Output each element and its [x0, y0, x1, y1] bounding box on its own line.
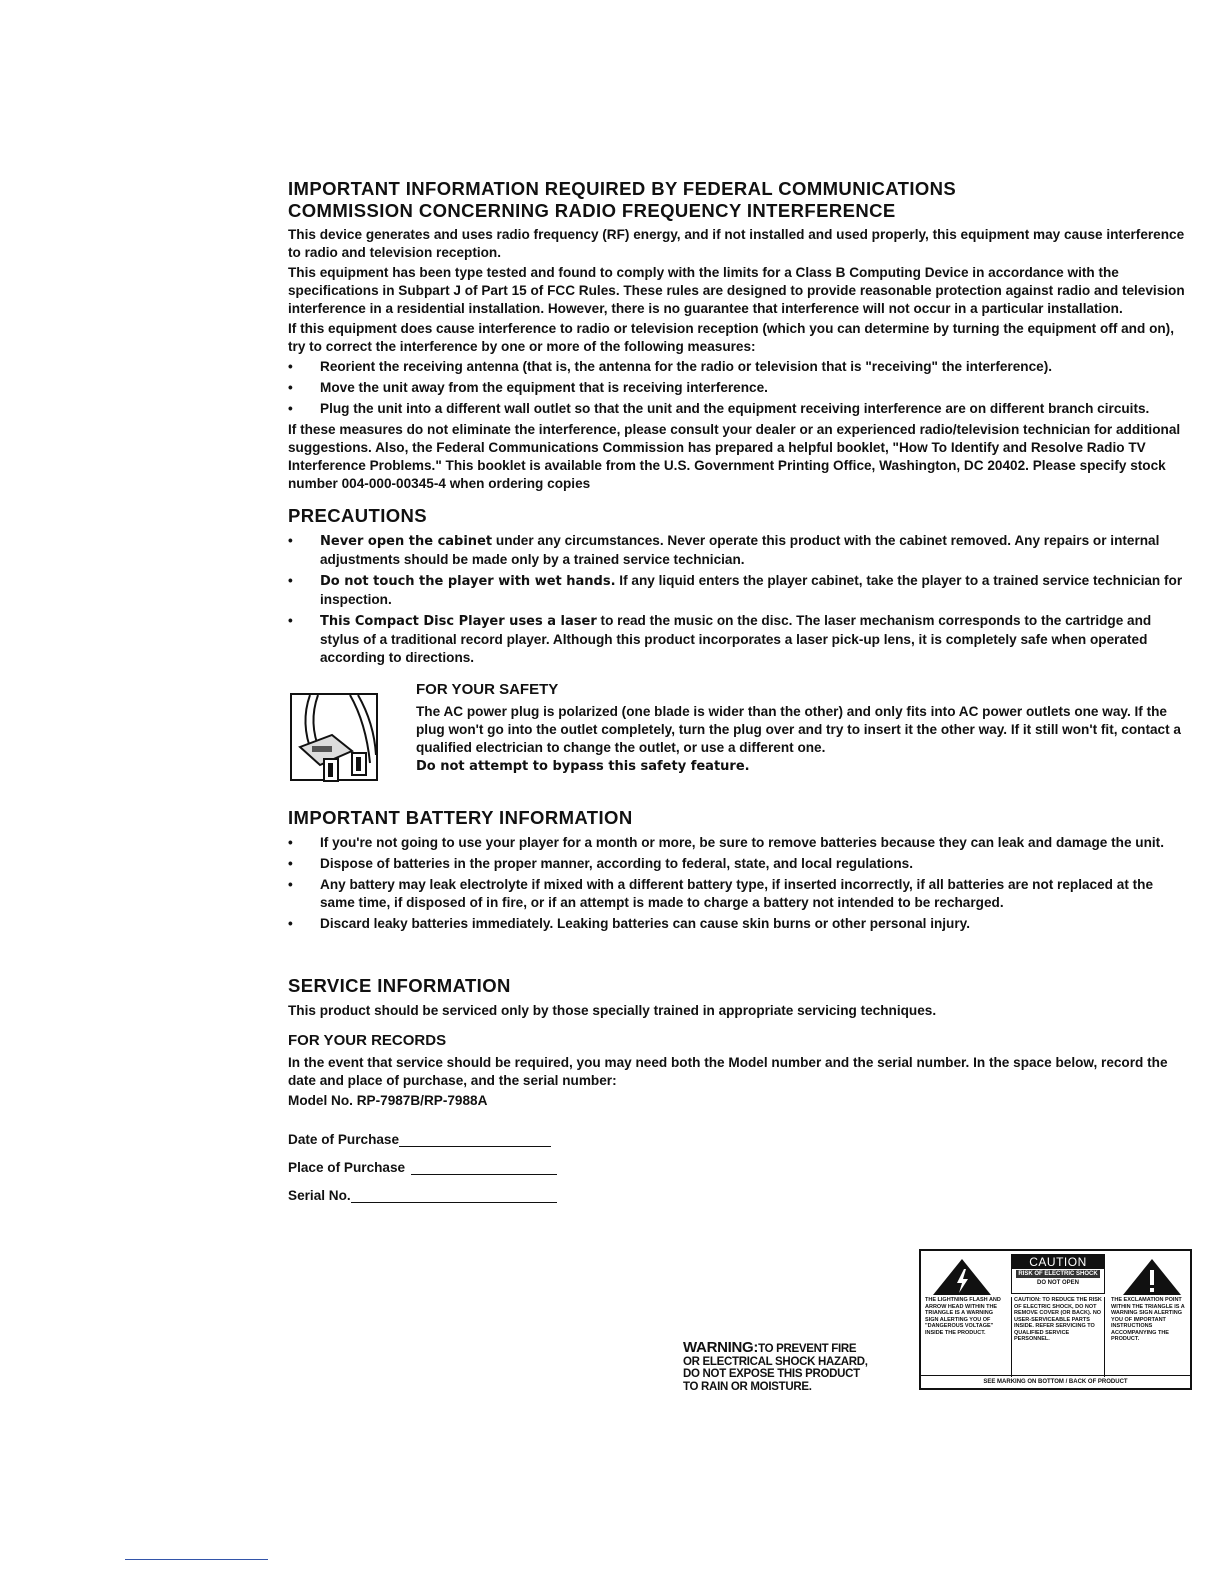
battery-item: • Discard leaky batteries immediately. Leaking batteries can cause skin burns or other personal injury. — [288, 915, 1188, 933]
warning-line4: TO RAIN OR MOISTURE. — [683, 1380, 812, 1393]
safety-section — [288, 681, 1188, 781]
place-of-purchase-field[interactable] — [288, 1160, 1188, 1175]
serial-number-field[interactable] — [288, 1188, 1188, 1203]
caution-title: CAUTION — [1012, 1255, 1104, 1269]
battery-title: IMPORTANT BATTERY INFORMATION — [288, 807, 633, 828]
safety-bold-warning: Do not attempt to bypass this safety feature. — [416, 759, 750, 774]
battery-list — [288, 834, 1188, 933]
warning-text — [683, 1339, 913, 1393]
safety-text-block — [416, 681, 1188, 778]
battery-section — [288, 807, 1188, 933]
caution-bottom-text: SEE MARKING ON BOTTOM / BACK OF PRODUCT — [921, 1375, 1190, 1388]
battery-item: • If you're not going to use your player for a month or more, be sure to remove batteries because they can leak and damage the unit. — [288, 834, 1188, 852]
safety-body: The AC power plug is polarized (one blade is wider than the other) and only fits into AC power outlets one way. If the plug won't go into the outlet completely, turn the plug over and try to insert it the other way. If it still won't fit, contact a qualified electrician to change the outlet, or use a different one. — [416, 704, 1181, 755]
precaution-bold: Never open the cabinet — [320, 534, 493, 549]
warning-line3: DO NOT EXPOSE THIS PRODUCT — [683, 1368, 860, 1380]
service-section — [288, 975, 1188, 1203]
precaution-item — [288, 572, 1188, 609]
fcc-para4: If these measures do not eliminate the interference, please consult your dealer or an experienced radio/television technician for additional suggestions. Also, the Federal Communications Commission has prepared a helpful booklet, "How To Identify and Resolve Radio TV Interference Problems." This booklet is available from the U.S. Government Printing Office, Washington, DC 20402. Please specify stock number 004-000-00345-4 when ordering copies — [288, 422, 1181, 491]
caution-label — [919, 1249, 1192, 1390]
safety-title: FOR YOUR SAFETY — [416, 681, 559, 698]
service-title: SERVICE INFORMATION — [288, 975, 511, 996]
model-number: Model No. RP-7987B/RP-7988A — [288, 1093, 488, 1108]
precaution-bold: Do not touch the player with wet hands. — [320, 574, 616, 589]
precaution-text: to read the music on the disc. The laser mechanism corresponds to the cartridge and stylus of a traditional record player. Although this product incorporates a laser pick-up lens, it is completely safe when operated according to directions. — [320, 613, 1152, 665]
fcc-bullet: • Move the unit away from the equipment that is receiving interference. — [288, 379, 1188, 397]
precaution-text: If any liquid enters the player cabinet, take the player to a trained service technician for inspection. — [320, 573, 1183, 607]
warning-line2: OR ELECTRICAL SHOCK HAZARD, — [683, 1355, 868, 1368]
manual-page — [288, 178, 1188, 1216]
lightning-triangle-icon — [931, 1257, 993, 1297]
serial-number-label: Serial No. — [288, 1188, 351, 1203]
page-footer-line — [125, 1559, 268, 1560]
precaution-bold: This Compact Disc Player uses a laser — [320, 614, 597, 629]
fcc-para3: If this equipment does cause interference to radio or television reception (which you can determine by turning the equipment off and on), try to correct the interference by one or more of the following measures: — [288, 321, 1174, 354]
caution-left-text: THE LIGHTNING FLASH AND ARROW HEAD WITHIN THE TRIANGLE IS A WARNING SIGN ALERTING YOU OF "DANGEROUS VOLTAGE" INSIDE THE PRODUCT. — [925, 1297, 1001, 1336]
place-of-purchase-line[interactable] — [411, 1160, 557, 1175]
battery-item: • Any battery may leak electrolyte if mixed with a different battery type, if inserted incorrectly, if all batteries are not replaced at the same time, if disposed of in fire, or if an attempt is made to charge a battery not intended to be recharged. — [288, 876, 1188, 912]
exclamation-triangle-icon — [1121, 1257, 1183, 1297]
precaution-item — [288, 612, 1188, 667]
records-text: In the event that service should be required, you may need both the Model number and the serial number. In the space below, record the date and place of purchase, and the serial number: — [288, 1055, 1168, 1088]
service-text: This product should be serviced only by those specially trained in appropriate servicing techniques. — [288, 1003, 937, 1018]
precaution-text: under any circumstances. Never operate this product with the cabinet removed. Any repairs or internal adjustments should be made only by a trained service technician. — [320, 533, 1160, 567]
fcc-title — [288, 178, 1188, 222]
serial-number-line[interactable] — [351, 1188, 557, 1203]
fcc-bullet: • Reorient the receiving antenna (that is, the antenna for the radio or television that is "receiving" the interference). — [288, 358, 1188, 376]
fcc-bullet: • Plug the unit into a different wall outlet so that the unit and the equipment receiving interference are on different branch circuits. — [288, 400, 1188, 418]
caution-right-text: THE EXCLAMATION POINT WITHIN THE TRIANGLE IS A WARNING SIGN ALERTING YOU OF IMPORTANT INSTRUCTIONS ACCOMPANYING THE PRODUCT. — [1111, 1297, 1185, 1342]
date-of-purchase-label: Date of Purchase — [288, 1132, 400, 1147]
precautions-section — [288, 505, 1188, 667]
records-title: FOR YOUR RECORDS — [288, 1032, 447, 1049]
caution-sub2: DO NOT OPEN — [1036, 1280, 1079, 1286]
fcc-bullet-list — [288, 358, 1188, 418]
caution-sub1: RISK OF ELECTRIC SHOCK — [1016, 1270, 1100, 1278]
safety-text — [416, 703, 1188, 776]
date-of-purchase-field[interactable] — [288, 1132, 1188, 1147]
date-of-purchase-line[interactable] — [399, 1132, 551, 1147]
polarized-plug-icon — [290, 693, 382, 785]
caution-box — [1011, 1254, 1105, 1294]
caution-mid-text: CAUTION: TO REDUCE THE RISK OF ELECTRIC SHOCK, DO NOT REMOVE COVER (OR BACK). NO USER-SERVICEABLE PARTS INSIDE. REFER SERVICING TO QUALIFIED SERVICE PERSONNEL. — [1011, 1297, 1105, 1377]
warning-lead: WARNING: — [683, 1339, 759, 1356]
fcc-title-line2: COMMISSION CONCERNING RADIO FREQUENCY INTERFERENCE — [288, 200, 896, 221]
fcc-para1: This device generates and uses radio frequency (RF) energy, and if not installed and used properly, this equipment may cause interference to radio and television reception. — [288, 227, 1185, 260]
battery-item: • Dispose of batteries in the proper manner, according to federal, state, and local regulations. — [288, 855, 1188, 873]
precaution-item — [288, 532, 1188, 569]
fcc-para2: This equipment has been type tested and found to comply with the limits for a Class B Computing Device in accordance with the specifications in Subpart J of Part 15 of FCC Rules. These rules are designed to provide reasonable protection against radio and television interference in a residential installation. However, there is no guarantee that interference will not occur in a particular installation. — [288, 265, 1185, 316]
precautions-title: PRECAUTIONS — [288, 505, 428, 526]
fcc-title-line1: IMPORTANT INFORMATION REQUIRED BY FEDERAL COMMUNICATIONS — [288, 178, 957, 199]
precautions-list — [288, 532, 1188, 667]
warning-line1: TO PREVENT FIRE — [758, 1343, 857, 1355]
place-of-purchase-label: Place of Purchase — [288, 1160, 406, 1175]
fcc-section — [288, 178, 1188, 493]
